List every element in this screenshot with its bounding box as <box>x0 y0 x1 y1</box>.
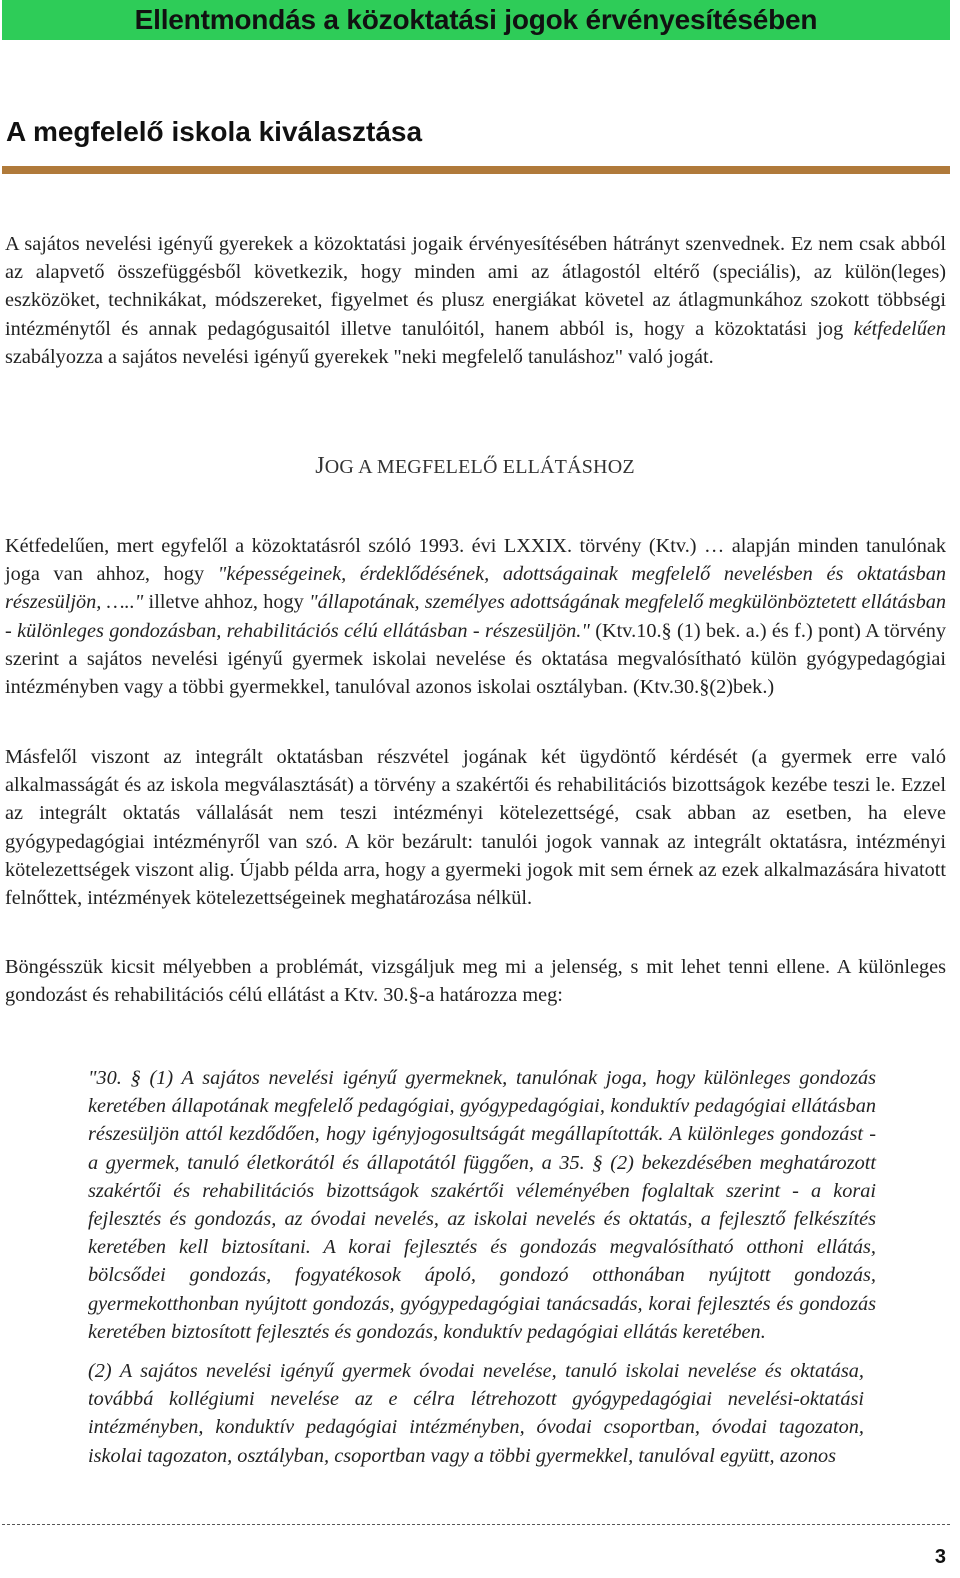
paragraph-ketfedeluen <box>5 532 946 701</box>
paragraph-intro-emphasis: kétfedelűen <box>853 317 946 340</box>
paragraph-ketfedeluen-text-1: Kétfedelűen, mert egyfelől a közoktatásról szóló 1993. évi LXXIX. törvény (Ktv.) … alapján minden tanulónak joga van ahhoz, hogy <box>5 535 946 586</box>
paragraph-ketfedeluen-quote-1: "képességeinek, érdeklődésének, adottságainak megfelelő nevelésben és oktatásban részesüljön, ….." <box>5 563 946 614</box>
paragraph-intro-text-2: szabályozza a sajátos nevelési igényű gyerekek "neki megfelelő tanuláshoz" való jogát. <box>5 345 714 368</box>
paragraph-ketfedeluen-text-2: illetve ahhoz, hogy <box>143 591 310 614</box>
paragraph-intro-text-1: A sajátos nevelési igényű gyerekek a közoktatási jogaik érvényesítésében hátrányt szenvednek. Ez nem csak abból az alapvető összefüggésből következik, hogy minden ami az átlagostól eltérő (speciális), az külön(leges) eszközöket, technikákat, módszereket, figyelmet és plusz energiákat követel az átlagmunkához szokott többségi intézménytől és annak pedagógusaitól illetve tanulóitól, hanem abból is, hogy a közoktatási jog <box>5 233 946 340</box>
document-title-banner: Ellentmondás a közoktatási jogok érvényesítésében <box>2 0 950 40</box>
subheading-initial: J <box>315 453 325 479</box>
paragraph-bongesszuk: Böngésszük kicsit mélyebben a problémát, vizsgáljuk meg mi a jelenség, s mit lehet tenni ellene. A különleges gondozást és rehabilitációs célú ellátást a Ktv. 30.§-a határozza meg: <box>5 956 946 1007</box>
page-number: 3 <box>934 1546 946 1568</box>
law-quote-paragraph-1: "30. § (1) A sajátos nevelési igényű gyermeknek, tanulónak joga, hogy különleges gondozás keretében állapotának megfelelő pedagógiai, gyógypedagógiai, konduktív pedagógiai ellátásban részesüljön attól kezdődően, hogy igényjogosultságát megállapították. A különleges gondozást - a gyermek, tanuló életkorától és állapotától függően, a 35. § (2) bekezdésében meghatározott szakértői és rehabilitációs bizottságok szakértői véleményében foglaltak szerint - a korai fejlesztés és gondozás, az óvodai nevelés, az iskolai nevelés és oktatás, a fejlesztő felkészítés keretében kell biztosítani. A korai fejlesztés és gondozás megvalósítható otthoni ellátás, bölcsődei gondozás, fogyatékosok ápoló, gondozó otthonában nyújtott gondozás, gyermekotthonban nyújtott gondozás, gyógypedagógiai tanácsadás, korai fejlesztés és gondozás keretében biztosított fejlesztés és gondozás, konduktív pedagógiai ellátás keretében. <box>88 1067 876 1343</box>
law-quote-paragraph-2: (2) A sajátos nevelési igényű gyermek óvodai nevelése, tanuló iskolai nevelése és oktatása, továbbá kollégiumi nevelése az e célra létrehozott gyógypedagógiai nevelési-oktatási intézményben, konduktív pedagógiai intézményben, óvodai csoportban, óvodai tagozaton, iskolai tagozaton, osztályban, csoportban vagy a többi gyermekkel, tanulóval együtt, azonos <box>88 1360 864 1467</box>
paragraph-ketfedeluen-quote-2: "állapotának, személyes adottságának megfelelő megkülönböztetett ellátásban - különleges gondozásban, rehabilitációs célú ellátásban - részesüljön." <box>5 591 946 642</box>
paragraph-intro <box>5 230 946 371</box>
subheading-rest: OG A MEGFELELŐ ELLÁTÁSHOZ <box>324 456 635 478</box>
paragraph-masfelol: Másfelől viszont az integrált oktatásban részvétel jogának két ügydöntő kérdését (a gyermek erre való alkalmasságát és az iskola megválasztását) a törvény a szakértői és rehabilitációs bizottságok kezébe teszi le. Ezzel az integrált oktatás vállalását nem teszi intézményi kötelezettségé, csak abban az esetben, ha eleve gyógypedagógiai intézményről van szó. A kör bezárult: tanulói jogok vannak az integrált oktatásra, intézményi kötelezettségek viszont alig. Újabb példa arra, hogy a gyermeki jogok mit sem érnek az ezek alkalmazására hivatott felnőttek, intézmények kötelezettségeinek meghatározása nélkül. <box>5 746 946 910</box>
paragraph-ketfedeluen-text-3: (Ktv.10.§ (1) bek. a.) és f.) pont) A törvény szerint a sajátos nevelési igényű gyermek iskolai nevelése és oktatása megvalósítható külön gyógypedagógiai intézményben vagy a többi gyermekkel, tanulóval azonos iskolai osztályban. (Ktv.30.§(2)bek.) <box>5 619 946 699</box>
section-title: A megfelelő iskola kiválasztása <box>6 116 423 147</box>
section-divider <box>2 166 950 174</box>
subheading-jog-a-megfelelo-ellatashoz <box>0 453 950 480</box>
footer-dashed-rule <box>2 1524 950 1525</box>
